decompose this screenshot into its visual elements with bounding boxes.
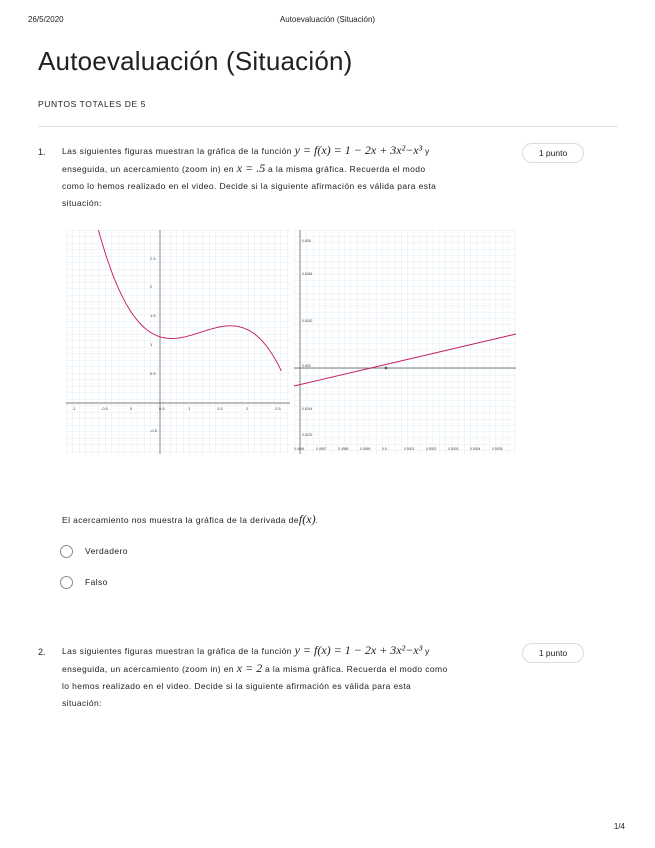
zoom-graph-y-tick: 0.6244 <box>302 407 313 411</box>
zoom-graph-x-tick: 0.5003 <box>448 447 459 451</box>
full-graph-y-tick: 2 <box>150 284 153 289</box>
question-1-points-badge: 1 punto <box>522 143 584 163</box>
full-graph-x-tick: -0.5 <box>101 406 108 411</box>
question-1-number: 1. <box>38 147 46 157</box>
option-verdadero-label: Verdadero <box>85 546 128 556</box>
question-2-points-badge: 1 punto <box>522 643 584 663</box>
full-graph-x-tick: 2.5 <box>275 406 281 411</box>
zoom-graph-chart <box>294 230 516 454</box>
question-2-text <box>62 642 524 712</box>
page-number: 1/4 <box>613 822 625 831</box>
page-title: Autoevaluación (Situación) <box>38 46 353 76</box>
question-1-line-3: como lo hemos realizado en el video. Decide si la siguiente afirmación es válida para esta <box>62 181 437 191</box>
zoom-graph-x-tick: 0.5 <box>382 447 387 451</box>
question-2-formula: y = f(x) = 1 − 2x + 3x²−x³ <box>294 643 423 657</box>
full-graph-x-tick: 1.5 <box>217 406 223 411</box>
zoom-graph-y-tick: 0.628 <box>302 239 311 243</box>
full-graph-x-tick: 1 <box>188 406 191 411</box>
question-2-line-3: lo hemos realizado en el video. Decide si la siguiente afirmación es válida para esta <box>62 681 412 691</box>
question-1-figure <box>66 230 516 454</box>
question-1-statement: El acercamiento nos muestra la gráfica de la derivada def(x). <box>62 512 319 526</box>
question-2-number: 2. <box>38 647 46 657</box>
zoom-graph-x-tick: 0.5005 <box>492 447 503 451</box>
option-falso[interactable] <box>60 573 108 591</box>
header-divider <box>38 126 618 127</box>
zoom-graph-point <box>385 367 388 370</box>
print-doc-title: Autoevaluación (Situación) <box>279 15 376 24</box>
question-2-line-2: enseguida, un acercamiento (zoom in) en x = 2 a la misma gráfica. Recuerda el modo como <box>62 661 448 675</box>
question-2-line-4: situación: <box>62 698 102 708</box>
option-verdadero[interactable] <box>60 542 128 560</box>
zoom-graph-x-tick: 0.5002 <box>426 447 437 451</box>
zoom-graph-x-tick: 0.4969 <box>360 447 371 451</box>
radio-verdadero[interactable] <box>60 545 73 558</box>
full-graph-x-tick: 0.5 <box>159 406 165 411</box>
zoom-graph-y-tick: 0.6232 <box>302 433 313 437</box>
full-graph-y-tick: 0.5 <box>150 371 156 376</box>
zoom-graph-x-tick: 0.4968 <box>338 447 349 451</box>
option-falso-label: Falso <box>85 577 108 587</box>
zoom-graph-y-tick: 0.6262 <box>302 319 313 323</box>
question-1-line-1: Las siguientes figuras muestran la gráfica de la función y = f(x) = 1 − 2x + 3x²−x³ y <box>62 143 430 157</box>
question-1-zoom-point: x = .5 <box>236 161 266 175</box>
print-date: 26/5/2020 <box>28 15 64 24</box>
zoom-graph-x-tick: 0.4967 <box>316 447 327 451</box>
question-1-line-4: situación: <box>62 198 102 208</box>
full-graph-x-tick: -1 <box>72 406 76 411</box>
full-graph-grid <box>66 230 290 454</box>
question-1-text <box>62 142 520 212</box>
question-2-zoom-point: x = 2 <box>236 661 263 675</box>
question-1-line-2: enseguida, un acercamiento (zoom in) en x = .5 a la misma gráfica. Recuerda el modo <box>62 161 426 175</box>
full-graph-x-tick: 2 <box>246 406 249 411</box>
full-graph-chart <box>66 230 290 454</box>
radio-falso[interactable] <box>60 576 73 589</box>
zoom-graph-x-tick: 0.5001 <box>404 447 415 451</box>
full-graph-y-tick: -0.5 <box>150 428 157 433</box>
full-graph-x-tick: 0 <box>130 406 133 411</box>
total-points-label: PUNTOS TOTALES DE 5 <box>38 99 147 109</box>
question-1-formula: y = f(x) = 1 − 2x + 3x²−x³ <box>294 143 423 157</box>
zoom-graph-x-tick: 0.4964 <box>294 447 305 451</box>
zoom-graph-x-tick: 0.5004 <box>470 447 481 451</box>
full-graph-y-tick: 1 <box>150 342 153 347</box>
statement-function: f(x) <box>298 512 316 526</box>
zoom-graph-y-tick: 0.625 <box>302 364 311 368</box>
question-2-line-1: Las siguientes figuras muestran la gráfica de la función y = f(x) = 1 − 2x + 3x²−x³ y <box>62 643 430 657</box>
zoom-graph-y-tick: 0.6264 <box>302 272 313 276</box>
full-graph-y-tick: 2.5 <box>150 256 156 261</box>
full-graph-y-tick: 1.5 <box>150 313 156 318</box>
